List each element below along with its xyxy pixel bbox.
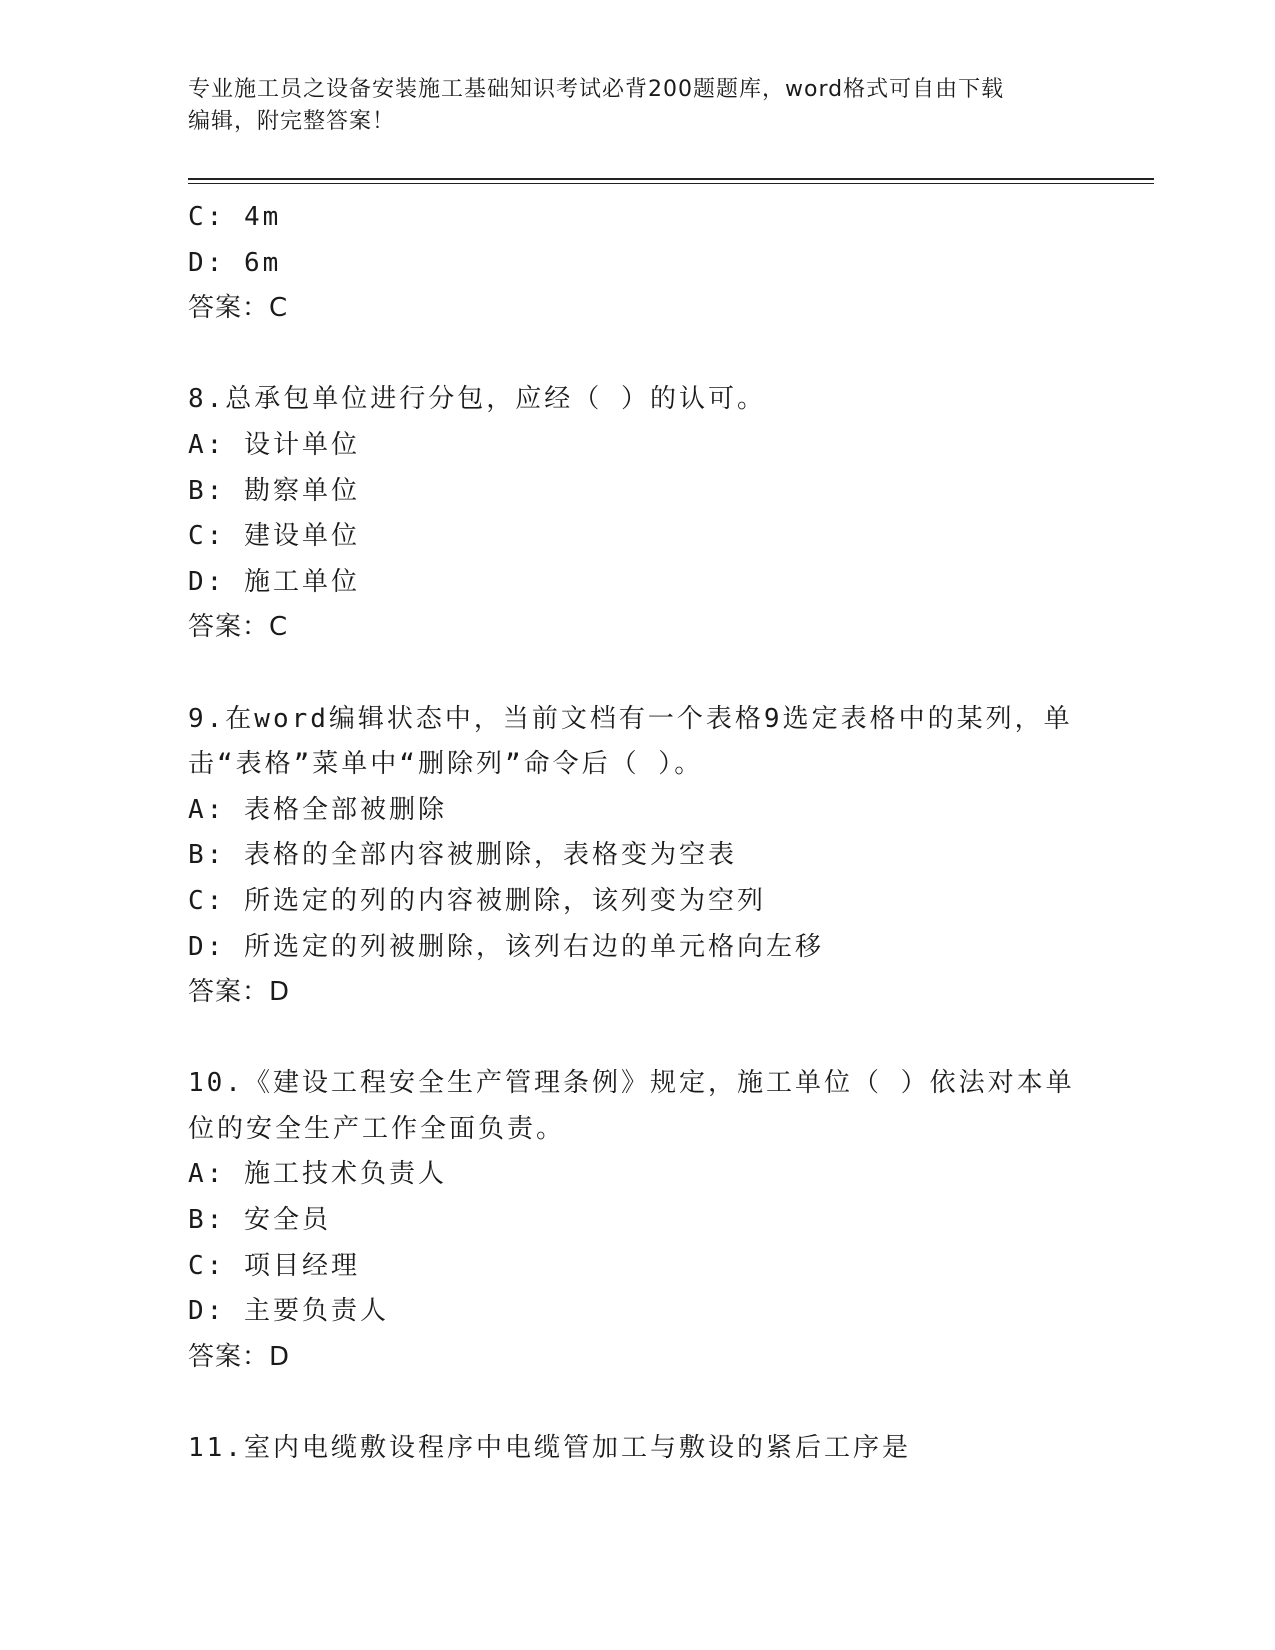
q9-option-d: D: 所选定的列被删除，该列右边的单元格向左移 [188,931,824,962]
header-divider-thick [188,178,1154,180]
q11-question: 11.室内电缆敷设程序中电缆管加工与敷设的紧后工序是 [188,1433,911,1464]
q9-option-b: B: 表格的全部内容被删除，表格变为空表 [188,840,737,871]
header-divider-thin [188,183,1154,184]
q8-option-b: B: 勘察单位 [188,475,360,506]
q9-option-c: C: 所选定的列的内容被删除，该列变为空列 [188,885,766,916]
q9-option-a: A: 表格全部被删除 [188,794,447,825]
q7-option-d: D: 6m [188,247,282,278]
spacer [188,1016,1088,1062]
q9-question-line1: 9.在word编辑状态中，当前文档有一个表格9选定表格中的某列，单 [188,703,1073,734]
q9-answer: 答案：D [188,977,291,1008]
spacer [188,1380,1088,1426]
q7-answer: 答案：C [188,293,289,324]
q9-question-line2: 击“表格”菜单中“删除列”命令后（ ）。 [188,749,704,780]
q8-question: 8.总承包单位进行分包，应经（ ）的认可。 [188,384,766,415]
q7-option-c: C: 4m [188,202,282,232]
question-list [188,195,1088,1472]
q10-question-line1: 10.《建设工程安全生产管理条例》规定，施工单位（ ）依法对本单 [188,1068,1075,1099]
q8-option-d: D: 施工单位 [188,566,360,597]
q10-answer: 答案：D [188,1341,291,1372]
q10-option-a: A: 施工技术负责人 [188,1159,447,1190]
q10-option-c: C: 项目经理 [188,1250,360,1281]
q8-answer: 答案：C [188,612,289,643]
spacer [188,332,1088,378]
q8-option-c: C: 建设单位 [188,521,360,552]
header-title-line2: 编辑，附完整答案！ [188,109,396,134]
q10-option-b: B: 安全员 [188,1205,331,1236]
document-header [188,74,1088,138]
q8-option-a: A: 设计单位 [188,429,360,460]
q10-option-d: D: 主要负责人 [188,1296,389,1327]
q10-question-line2: 位的安全生产工作全面负责。 [188,1113,566,1144]
header-title-line1: 专业施工员之设备安装施工基础知识考试必背200题题库，word格式可自由下载 [188,77,1005,102]
spacer [188,651,1088,697]
